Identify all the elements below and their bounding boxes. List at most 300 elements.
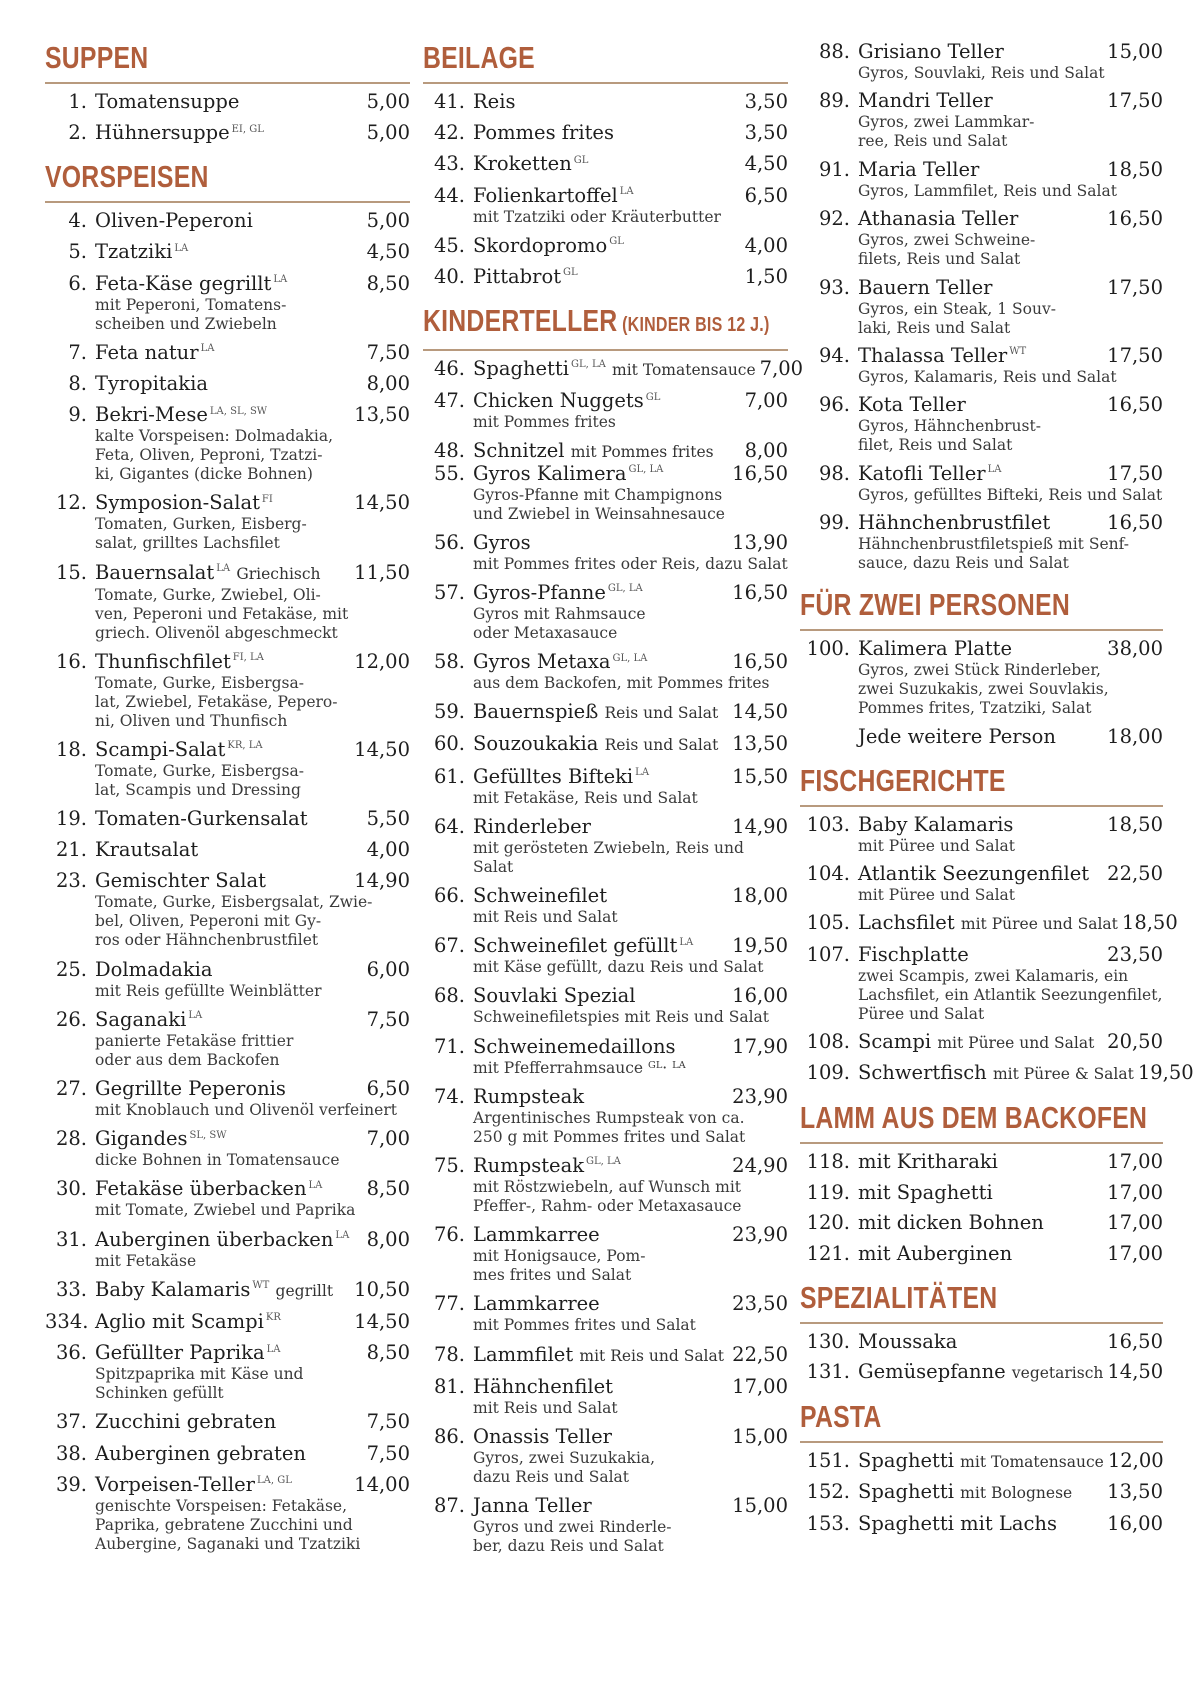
item-body — [858, 1480, 1163, 1505]
item-description: Gyros, ein Steak, 1 Souv- laki, Reis und Salat — [858, 299, 1056, 337]
item-name-group — [95, 341, 214, 365]
item-body — [858, 862, 1163, 905]
menu-item — [800, 1181, 1163, 1205]
allergen-codes: GL — [609, 236, 624, 248]
item-number: 109. — [806, 1061, 850, 1085]
item-name-line — [473, 184, 788, 208]
item-name-group — [473, 357, 756, 382]
item-inline-note: mit Tomatensauce — [612, 360, 756, 379]
item-name-group — [858, 276, 993, 300]
menu-item — [45, 561, 410, 643]
item-name: Bekri-Mese — [95, 403, 208, 427]
item-name-line — [473, 934, 788, 958]
item-number: 108. — [806, 1030, 850, 1054]
item-inline-note: mit Bolognese — [960, 1484, 1073, 1503]
item-name-group — [473, 265, 578, 289]
item-number: 334. — [45, 1309, 89, 1333]
item-number: 153. — [806, 1511, 850, 1535]
allergen-codes: GL, LA — [570, 359, 606, 371]
item-price: 16,50 — [1107, 207, 1163, 231]
allergen-codes: KR, LA — [227, 740, 263, 752]
allergen-codes: LA — [635, 767, 650, 779]
item-name: Gefüllter Paprika — [95, 1341, 265, 1365]
item-body — [95, 1077, 410, 1120]
item-name-line — [95, 240, 410, 264]
item-name-line — [473, 1154, 788, 1178]
item-number: 1. — [68, 90, 87, 113]
menu-item — [800, 813, 1163, 856]
item-name: Hähnchenfilet — [473, 1374, 613, 1398]
item-price: 3,50 — [744, 121, 788, 145]
item-name-group — [95, 650, 264, 674]
item-name-line — [858, 462, 1163, 486]
item-number: 59. — [433, 700, 465, 724]
item-body — [858, 344, 1163, 387]
item-name: Tzatziki — [95, 240, 173, 264]
item-name-line — [858, 1480, 1163, 1505]
menu-item — [800, 1480, 1163, 1505]
allergen-codes: LA — [174, 242, 189, 254]
menu-section-für-zwei-personen — [800, 587, 1163, 748]
item-number: 130. — [806, 1329, 850, 1353]
item-body — [858, 511, 1163, 573]
item-name-group — [858, 344, 1026, 368]
item-description: Gyros und zwei Rinderle- ber, dazu Reis und Salat — [473, 1518, 672, 1556]
item-name: Moussaka — [858, 1329, 958, 1353]
menu-item — [423, 389, 788, 432]
menu-column-1 — [45, 40, 410, 1561]
item-name-line — [473, 234, 788, 258]
item-number: 45. — [433, 233, 465, 257]
item-name-line — [858, 276, 1163, 300]
menu-item — [800, 462, 1163, 505]
item-inline-note: mit Püree und Salat — [960, 915, 1118, 934]
menu-item — [800, 40, 1163, 83]
item-description: genischte Vorspeisen: Fetakäse, Paprika, gebratene Zucchini und Aubergine, Saganaki und Tzatziki — [95, 1496, 361, 1553]
item-name: Gyros — [473, 530, 531, 554]
menu-section-fischgerichte — [800, 762, 1194, 1087]
menu-item — [423, 265, 788, 289]
item-name: Gyros Metaxa — [473, 650, 611, 674]
menu-section-lamm-aus-dem-backofen — [800, 1100, 1163, 1265]
item-number: 71. — [433, 1034, 465, 1058]
item-body — [95, 1310, 410, 1334]
item-name: Scampi — [858, 1030, 932, 1054]
item-price: 13,50 — [1107, 1480, 1163, 1504]
item-price: 18,00 — [1107, 724, 1163, 748]
item-number: 99. — [818, 511, 850, 535]
menu-item — [423, 1292, 788, 1335]
item-name-line — [95, 738, 410, 762]
menu-item — [45, 90, 410, 114]
section-divider — [800, 1142, 1163, 1144]
item-name-line — [95, 1278, 410, 1303]
item-name-line — [858, 637, 1163, 661]
item-number: 19. — [55, 807, 87, 831]
item-number: 88. — [818, 40, 850, 63]
item-number: 39. — [55, 1472, 87, 1496]
item-name-line — [473, 815, 788, 839]
allergen-codes: LA — [308, 1179, 323, 1191]
item-body — [473, 700, 788, 725]
item-number: 61. — [433, 764, 465, 788]
item-name-line — [95, 121, 410, 145]
menu-item — [45, 1442, 410, 1466]
item-name-line — [95, 1008, 410, 1032]
item-price: 17,00 — [1107, 1241, 1163, 1265]
item-name-group — [473, 1035, 676, 1059]
item-name-line — [858, 1061, 1194, 1086]
item-number: 74. — [433, 1084, 465, 1108]
item-name-group — [858, 1242, 1012, 1266]
item-inline-note: mit Pommes frites — [570, 443, 714, 462]
item-description: mit Pfefferrahmsauce ᴳᴸ· ᴸᴬ — [473, 1058, 686, 1077]
item-price: 14,00 — [354, 1472, 410, 1496]
item-body — [95, 1127, 410, 1170]
item-body — [858, 1330, 1163, 1354]
item-name-group — [858, 511, 1050, 535]
item-name-line — [95, 1127, 410, 1151]
item-body — [95, 491, 410, 553]
item-name-group — [473, 462, 663, 486]
item-number: 9. — [68, 403, 87, 427]
item-name: Tyropitakia — [95, 371, 208, 395]
menu-item — [423, 650, 788, 693]
item-price: 5,00 — [366, 90, 410, 113]
item-name: Gemüsepfanne — [858, 1360, 1006, 1384]
item-name-line — [473, 265, 788, 289]
item-name-line — [95, 1473, 410, 1497]
item-name: mit Spaghetti — [858, 1180, 993, 1204]
item-price: 6,50 — [744, 183, 788, 207]
menu-item — [45, 958, 410, 1001]
item-name-group — [473, 90, 515, 114]
item-name: Scampi-Salat — [95, 737, 226, 761]
item-name-line — [95, 1410, 410, 1434]
item-body — [473, 234, 788, 258]
item-description: mit Tomate, Zwiebel und Paprika — [95, 1201, 356, 1220]
item-number: 26. — [55, 1007, 87, 1031]
menu-section-suppen — [45, 40, 410, 145]
item-number: 60. — [433, 732, 465, 756]
item-name-line — [95, 90, 410, 114]
item-price: 16,00 — [732, 984, 788, 1008]
section-divider — [45, 201, 410, 203]
item-name-group — [858, 813, 1013, 837]
item-name-group — [858, 158, 979, 182]
item-number: 37. — [55, 1410, 87, 1434]
item-name: Lammkarree — [473, 1292, 600, 1316]
item-number: 96. — [818, 393, 850, 417]
item-name: Schnitzel — [473, 439, 565, 463]
item-name-line — [95, 341, 410, 365]
menu-item — [800, 1330, 1163, 1354]
menu-column-3 — [800, 40, 1194, 1542]
item-name-group — [858, 1181, 993, 1205]
item-body — [95, 561, 410, 643]
item-price: 17,50 — [1107, 89, 1163, 113]
menu-item — [423, 462, 788, 524]
item-name-line — [858, 725, 1163, 749]
item-number: 120. — [806, 1211, 850, 1235]
menu-item — [45, 341, 410, 365]
section-divider — [800, 1441, 1163, 1443]
item-price: 17,50 — [1107, 343, 1163, 367]
item-body — [473, 356, 804, 382]
item-body — [473, 1343, 788, 1368]
item-body — [473, 121, 788, 145]
item-description: mit Pommes frites — [473, 413, 616, 432]
item-number: 94. — [818, 343, 850, 367]
item-name-line — [473, 581, 788, 605]
menu-item — [45, 1410, 410, 1434]
menu-item — [45, 1278, 410, 1303]
allergen-codes: LA — [200, 343, 215, 355]
item-price: 17,00 — [1107, 1150, 1163, 1174]
menu-item — [800, 1150, 1163, 1174]
item-price: 23,50 — [1107, 942, 1163, 966]
item-name-group — [473, 1425, 612, 1449]
item-price: 4,00 — [744, 233, 788, 257]
menu-section-col2-continued — [423, 462, 788, 1557]
item-name: Rumpsteak — [473, 1153, 585, 1177]
item-name: Gefülltes Bifteki — [473, 764, 634, 788]
item-description: mit Reis und Salat — [473, 908, 618, 926]
item-body — [473, 184, 788, 227]
item-name-line — [95, 869, 410, 893]
item-name: Dolmadakia — [95, 957, 213, 981]
menu-section-col3-continued — [800, 40, 1163, 573]
item-number: 12. — [55, 491, 87, 515]
item-name-group — [473, 732, 718, 757]
item-price: 17,00 — [1107, 1180, 1163, 1204]
menu-item — [800, 207, 1163, 269]
item-name-group — [473, 1154, 621, 1178]
item-name: Mandri Teller — [858, 89, 993, 113]
item-name: Grisiano Teller — [858, 40, 1004, 63]
item-number: 75. — [433, 1153, 465, 1177]
item-price: 14,50 — [732, 700, 788, 724]
item-name: Krautsalat — [95, 838, 199, 862]
item-name: Onassis Teller — [473, 1424, 612, 1448]
item-body — [473, 265, 788, 289]
allergen-codes: LA — [188, 1010, 203, 1022]
item-price: 8,00 — [744, 439, 788, 463]
item-description: Tomate, Gurke, Zwiebel, Oli- ven, Peperoni und Fetakäse, mit griech. Olivenöl abgeschmeckt — [95, 585, 349, 642]
item-number: 103. — [806, 812, 850, 836]
item-name-line — [95, 650, 410, 674]
item-number: 25. — [55, 957, 87, 981]
item-price: 4,00 — [366, 838, 410, 862]
item-name-line — [473, 765, 788, 789]
menu-item — [45, 209, 410, 233]
item-description: Gyros, zwei Lammkar- ree, Reis und Salat — [858, 113, 1035, 151]
item-name-line — [473, 90, 788, 114]
item-price: 38,00 — [1107, 637, 1163, 661]
item-name-group — [95, 1127, 227, 1151]
section-title: KINDERTELLER (KINDER BIS 12 J.) — [423, 302, 770, 338]
item-name: Oliven-Peperoni — [95, 209, 253, 233]
item-name: Gyros-Pfanne — [473, 580, 606, 604]
item-price: 15,00 — [1107, 40, 1163, 63]
item-name-group — [473, 389, 660, 413]
item-number: 18. — [55, 737, 87, 761]
item-body — [858, 393, 1163, 455]
item-name-line — [473, 1085, 788, 1109]
allergen-codes: LA — [216, 563, 231, 574]
item-body — [95, 209, 410, 233]
item-body — [473, 765, 788, 808]
item-name-group — [95, 1177, 322, 1201]
item-body — [858, 1061, 1194, 1086]
allergen-codes: GL — [563, 267, 578, 279]
item-name: Baby Kalamaris — [858, 812, 1014, 836]
menu-item — [45, 491, 410, 553]
item-number: 55. — [433, 461, 465, 485]
item-name: Pommes frites — [473, 121, 614, 145]
item-name: Gegrillte Peperonis — [95, 1077, 286, 1100]
allergen-codes: LA — [266, 1343, 281, 1355]
item-number: 86. — [433, 1424, 465, 1448]
item-body — [473, 1035, 788, 1078]
item-number: 64. — [433, 814, 465, 838]
item-name: Schweinemedaillons — [473, 1034, 676, 1058]
allergen-codes: LA — [273, 274, 288, 286]
item-inline-note: vegetarisch — [1011, 1364, 1104, 1383]
item-description: Tomaten, Gurken, Eisberg- salat, grilltes Lachsfilet — [95, 515, 307, 553]
item-number: 28. — [55, 1127, 87, 1151]
item-price: 17,00 — [732, 1374, 788, 1398]
item-price: 16,50 — [732, 650, 788, 674]
item-number: 48. — [433, 439, 465, 463]
item-name-line — [473, 1223, 788, 1247]
item-body — [95, 869, 410, 950]
section-title: PASTA — [800, 1399, 882, 1435]
item-name-line — [95, 403, 410, 427]
item-description: Gyros, Souvlaki, Reis und Salat — [858, 64, 1105, 82]
item-name-line — [858, 1211, 1163, 1235]
item-name-line — [858, 158, 1163, 182]
item-name-line — [95, 1177, 410, 1201]
item-name: Chicken Nuggets — [473, 389, 644, 413]
section-divider — [423, 82, 788, 84]
item-name-group — [473, 1343, 724, 1368]
item-name: Bauernsalat — [95, 560, 215, 584]
item-body — [858, 637, 1163, 718]
item-name-line — [858, 1242, 1163, 1266]
item-name: Lachsfilet — [858, 911, 955, 935]
item-name-group — [473, 700, 718, 725]
allergen-codes: FI, LA — [232, 652, 264, 664]
item-name-line — [473, 462, 788, 486]
item-description: Tomate, Gurke, Eisbergsa- lat, Zwiebel, Fetakäse, Pepero- ni, Oliven und Thunfisch — [95, 673, 338, 730]
item-name-group — [95, 958, 213, 982]
menu-item — [800, 862, 1163, 905]
item-body — [858, 813, 1163, 856]
item-number: 44. — [433, 183, 465, 207]
item-price: 1,50 — [744, 264, 788, 288]
item-price: 13,50 — [732, 732, 788, 756]
item-description: mit Pommes frites oder Reis, dazu Salat — [473, 554, 788, 573]
item-inline-note: mit Püree und Salat — [937, 1034, 1095, 1053]
item-price: 17,00 — [1107, 1211, 1163, 1235]
item-name-line — [95, 807, 410, 831]
item-name-group — [95, 90, 239, 114]
item-name-line — [473, 732, 788, 757]
item-number: 66. — [433, 884, 465, 907]
item-price: 18,50 — [1107, 157, 1163, 181]
item-name: Spaghetti — [858, 1449, 954, 1473]
item-body — [473, 1375, 788, 1418]
item-name-line — [95, 1077, 410, 1101]
item-name-group — [858, 1449, 1104, 1474]
item-name-group — [858, 1150, 998, 1174]
item-name-line — [473, 1425, 788, 1449]
menu-item — [423, 90, 788, 114]
item-name-line — [858, 1360, 1163, 1385]
menu-item — [800, 89, 1163, 151]
item-number: 68. — [433, 984, 465, 1008]
item-body — [473, 884, 788, 927]
item-price: 5,00 — [366, 121, 410, 145]
item-name: Gigandes — [95, 1127, 188, 1151]
item-description: Gyros, zwei Schweine- filets, Reis und Salat — [858, 231, 1036, 269]
item-name: Auberginen überbacken — [95, 1227, 334, 1251]
item-number: 67. — [433, 934, 465, 958]
item-body — [858, 1242, 1163, 1266]
item-name-group — [473, 1085, 584, 1109]
menu-item — [800, 1512, 1163, 1536]
menu-item — [45, 807, 410, 831]
item-body — [473, 90, 788, 114]
item-name-group — [95, 1077, 286, 1101]
item-name: Jede weitere Person — [858, 724, 1056, 748]
item-price: 22,50 — [1107, 861, 1163, 885]
item-name-line — [95, 1310, 410, 1334]
item-body — [858, 40, 1163, 83]
menu-item — [423, 765, 788, 808]
item-name-line — [95, 958, 410, 982]
menu-item — [423, 1425, 788, 1487]
item-name-group — [95, 121, 264, 145]
item-name-group — [95, 1410, 276, 1434]
item-name-line — [95, 209, 410, 233]
item-name-line — [858, 89, 1163, 113]
menu-item — [800, 725, 1163, 749]
item-body — [95, 121, 410, 145]
item-name-line — [473, 356, 804, 382]
item-body — [473, 1292, 788, 1335]
item-price: 18,50 — [1107, 812, 1163, 836]
item-name-group — [858, 862, 1089, 886]
item-body — [473, 1425, 788, 1487]
item-body — [858, 943, 1163, 1024]
menu-item — [423, 581, 788, 643]
item-name: Hühnersuppe — [95, 121, 230, 145]
item-name-line — [858, 207, 1163, 231]
item-name-group — [95, 807, 308, 831]
item-price: 7,00 — [759, 356, 804, 380]
item-name-line — [473, 121, 788, 145]
menu-item — [800, 393, 1163, 455]
item-description: mit Pommes frites und Salat — [473, 1316, 696, 1335]
item-body — [473, 732, 788, 757]
item-body — [473, 1223, 788, 1285]
item-number: 2. — [68, 121, 87, 145]
menu-item — [800, 344, 1163, 387]
item-name-group — [473, 1223, 600, 1247]
item-body — [473, 581, 788, 643]
